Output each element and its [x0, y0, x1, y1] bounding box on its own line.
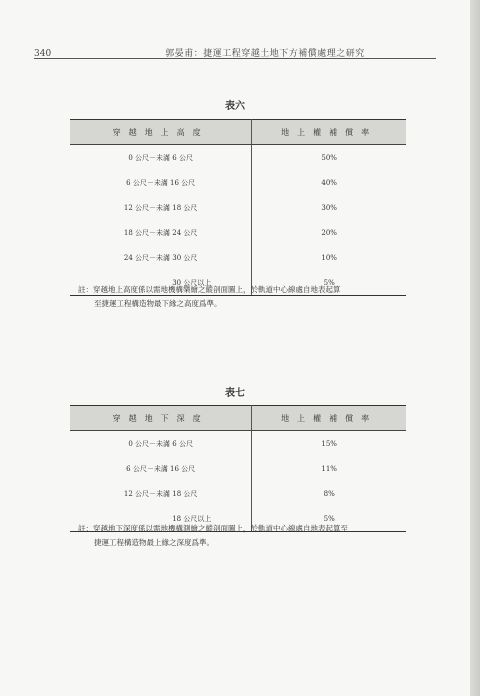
height-range-cell: 6 公尺－未滿 16 公尺 [70, 170, 252, 195]
rate-cell: 11% [321, 464, 337, 473]
table6-col1-header: 穿越地上高度 [70, 120, 252, 145]
height-range-cell: 18 公尺－未滿 24 公尺 [70, 220, 252, 245]
rate-cell: 20% [321, 228, 337, 237]
table-row [70, 431, 406, 457]
table-row [70, 195, 406, 220]
table6-note [78, 283, 418, 311]
table7-col1-header: 穿越地下深度 [70, 406, 252, 431]
table6 [70, 119, 406, 296]
table-row [70, 456, 406, 481]
table-row [70, 220, 406, 245]
table-row [70, 170, 406, 195]
table6-note-line2: 至捷運工程構造物最下緣之高度爲準。 [94, 299, 222, 308]
rate-cell: 8% [323, 489, 335, 498]
height-range-cell: 12 公尺－未滿 18 公尺 [70, 195, 252, 220]
rate-cell: 10% [321, 253, 337, 262]
depth-range-cell: 6 公尺－未滿 16 公尺 [70, 456, 252, 481]
table7-col2-header: 地上權補償率 [252, 406, 406, 431]
table6-col2-header: 地上權補償率 [252, 120, 406, 145]
table7-note [78, 522, 418, 550]
page-edge [470, 0, 480, 696]
rate-cell: 15% [321, 439, 337, 448]
table7-note-line2: 捷運工程構造物最上緣之深度爲準。 [94, 538, 214, 547]
table-row [70, 481, 406, 506]
rate-cell: 5% [252, 270, 406, 296]
table-row [70, 145, 406, 171]
rate-cell: 5% [252, 506, 406, 532]
page-number: 340 [34, 49, 52, 59]
table6-title: 表六 [225, 101, 245, 112]
table7-header-row [70, 406, 406, 431]
table7 [70, 405, 406, 532]
rate-cell: 50% [321, 153, 337, 162]
depth-range-cell: 18 公尺以上 [70, 506, 252, 532]
depth-range-cell: 12 公尺－未滿 18 公尺 [70, 481, 252, 506]
table7-note-line1: 註：穿越地下深度係以需地機構測繪之縱剖面圖上，於軌道中心線處自地表起算至 [78, 524, 348, 533]
height-range-cell: 0 公尺－未滿 6 公尺 [70, 145, 252, 171]
header-title: 郭晏甫：捷運工程穿越土地下方補償處理之研究 [165, 49, 365, 59]
depth-range-cell: 0 公尺－未滿 6 公尺 [70, 431, 252, 457]
height-range-cell: 30 公尺以上 [70, 270, 252, 296]
table6-note-line1: 註：穿越地上高度係以需地機構樂繪之縱剖面圖上，於軌道中心線處自地表起算 [78, 285, 341, 294]
height-range-cell: 24 公尺－未滿 30 公尺 [70, 245, 252, 270]
table6-header-row [70, 120, 406, 145]
table-row [70, 245, 406, 270]
table7-title: 表七 [225, 388, 245, 399]
rate-cell: 40% [321, 178, 337, 187]
rate-cell: 30% [321, 203, 337, 212]
header-rule [34, 58, 436, 59]
